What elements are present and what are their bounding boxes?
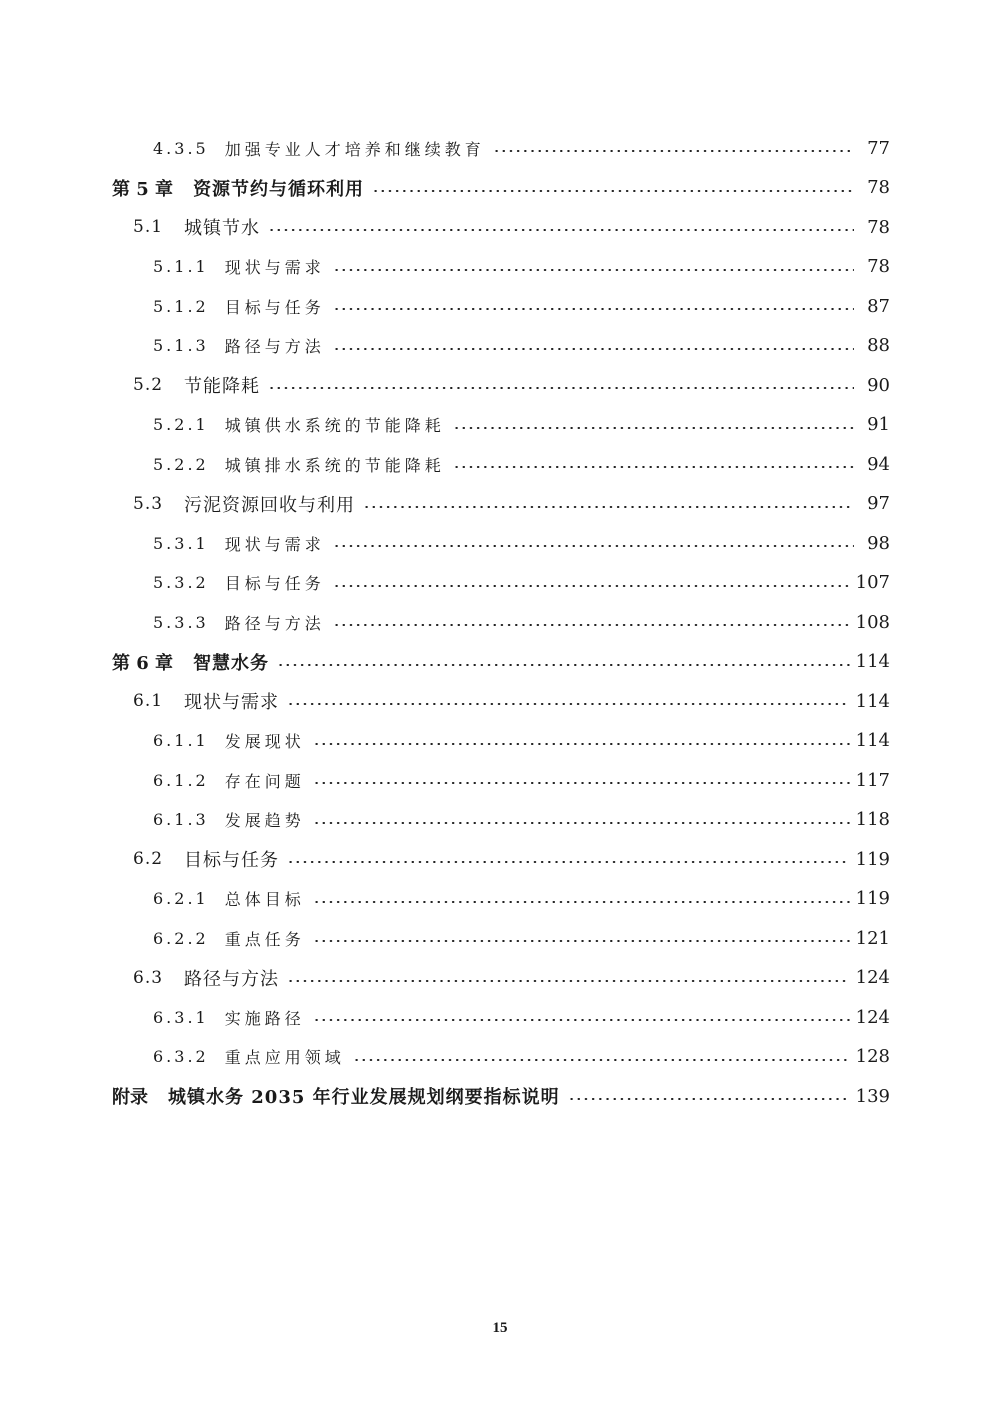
toc-entry-page: 78 <box>867 256 890 277</box>
toc-entry-page: 118 <box>855 809 890 830</box>
toc-entry[interactable] <box>153 607 890 637</box>
toc-entry-page: 87 <box>867 295 890 317</box>
toc-leader-dots <box>313 822 850 824</box>
toc-entry-number: 6.3.1 <box>153 1007 209 1027</box>
toc-entry-number: 6.1.1 <box>153 731 209 750</box>
toc-entry-page: 139 <box>855 1085 890 1107</box>
toc-leader-dots <box>372 190 854 192</box>
toc-entry[interactable] <box>133 370 890 400</box>
toc-entry-number: 5.2.1 <box>153 415 209 434</box>
toc-entry-number: 第 6 章 <box>112 652 174 674</box>
toc-entry-number: 6.1 <box>133 691 164 711</box>
toc-entry-page: 119 <box>855 888 890 909</box>
toc-entry[interactable] <box>133 686 890 716</box>
toc-entry-page: 117 <box>855 769 890 791</box>
toc-leader-dots <box>287 861 850 863</box>
toc-leader-dots <box>287 980 850 982</box>
toc-entry-number: 附录 <box>112 1087 148 1108</box>
toc-entry-page: 88 <box>867 335 890 356</box>
toc-entry-title: 实施路径 <box>224 1008 305 1028</box>
toc-leader-dots <box>268 229 854 231</box>
toc-leader-dots <box>363 506 854 508</box>
toc-entry[interactable] <box>153 765 890 795</box>
toc-entry-title: 重点应用领域 <box>224 1048 345 1067</box>
toc-entry-title: 现状与需求 <box>184 692 280 713</box>
toc-leader-dots <box>568 1098 850 1100</box>
toc-entry-number: 5.2.2 <box>153 454 209 474</box>
toc-entry-title: 城镇水务 2035 年行业发展规划纲要指标说明 <box>168 1087 560 1108</box>
toc-entry-title: 城镇节水 <box>184 218 261 239</box>
toc-leader-dots <box>313 940 850 942</box>
toc-entry-title: 节能降耗 <box>184 376 261 397</box>
toc-entry-page: 108 <box>855 611 890 633</box>
toc-entry-page: 77 <box>867 137 890 159</box>
toc-entry[interactable] <box>153 331 890 361</box>
toc-leader-dots <box>287 703 850 705</box>
toc-entry-title: 污泥资源回收与利用 <box>184 494 356 516</box>
toc-entry-number: 5.1.1 <box>153 257 209 276</box>
toc-entry-number: 5.2 <box>133 375 164 395</box>
toc-leader-dots <box>453 466 854 468</box>
toc-entry-number: 第 5 章 <box>112 178 174 200</box>
toc-entry-number: 5.3.1 <box>153 533 209 553</box>
toc-entry-title: 目标与任务 <box>184 850 280 871</box>
toc-entry-title: 路径与方法 <box>184 968 280 990</box>
toc-entry-title: 路径与方法 <box>224 613 325 633</box>
toc-entry-page: 124 <box>855 1006 890 1028</box>
toc-entry-number: 5.1.3 <box>153 336 209 355</box>
toc-entry-title: 智慧水务 <box>193 652 270 674</box>
toc-entry[interactable] <box>153 1002 890 1032</box>
toc-leader-dots <box>333 624 850 626</box>
toc-leader-dots <box>313 1019 850 1021</box>
toc-entry[interactable] <box>153 923 890 953</box>
toc-entry[interactable] <box>153 1042 890 1072</box>
toc-entry-title: 现状与需求 <box>224 534 325 554</box>
toc-entry-page: 124 <box>855 967 890 988</box>
toc-entry-page: 121 <box>855 927 890 949</box>
toc-entry-page: 98 <box>867 532 890 554</box>
toc-entry-page: 114 <box>855 690 890 712</box>
toc-entry-title: 城镇供水系统的节能降耗 <box>224 416 445 435</box>
toc-entry-title: 重点任务 <box>224 929 305 949</box>
toc-entry[interactable] <box>153 410 890 440</box>
toc-entry[interactable] <box>153 528 890 558</box>
toc-entry[interactable] <box>153 449 890 479</box>
toc-entry-number: 6.1.3 <box>153 810 209 829</box>
toc-leader-dots <box>453 427 854 429</box>
toc-entry[interactable] <box>153 726 890 756</box>
toc-entry-number: 5.3.3 <box>153 612 209 632</box>
toc-entry-title: 城镇排水系统的节能降耗 <box>224 455 445 475</box>
toc-entry-number: 6.3 <box>133 967 164 988</box>
toc-entry-page: 90 <box>867 374 890 396</box>
toc-entry-title: 发展趋势 <box>224 811 305 830</box>
toc-entry[interactable] <box>112 647 890 677</box>
toc-entry[interactable] <box>133 844 890 874</box>
toc-leader-dots <box>313 743 850 745</box>
toc-entry-page: 94 <box>867 453 890 475</box>
toc-entry[interactable] <box>153 291 890 321</box>
toc-entry-title: 加强专业人才培养和继续教育 <box>224 139 485 159</box>
toc-entry-number: 4.3.5 <box>153 138 209 158</box>
toc-leader-dots <box>333 585 850 587</box>
toc-leader-dots <box>313 901 850 903</box>
toc-entry-number: 6.1.2 <box>153 770 209 790</box>
toc-entry[interactable] <box>112 1081 890 1111</box>
toc-entry-title: 路径与方法 <box>224 337 325 356</box>
toc-entry-title: 发展现状 <box>224 732 305 751</box>
toc-leader-dots <box>333 269 854 271</box>
toc-entry[interactable] <box>112 173 890 203</box>
toc-entry-number: 6.2.1 <box>153 889 209 908</box>
toc-entry-number: 5.3.2 <box>153 573 209 592</box>
toc-entry-title: 现状与需求 <box>224 258 325 277</box>
toc-entry-page: 97 <box>867 493 890 514</box>
toc-leader-dots <box>333 348 854 350</box>
toc-entry-number: 6.2 <box>133 849 164 869</box>
toc-entry[interactable] <box>153 884 890 914</box>
toc-entry-title: 目标与任务 <box>224 574 325 593</box>
toc-leader-dots <box>268 387 854 389</box>
toc-entry[interactable] <box>153 252 890 282</box>
toc-entry[interactable] <box>133 212 890 242</box>
toc-leader-dots <box>353 1059 850 1061</box>
toc-entry-number: 5.1 <box>133 217 164 237</box>
toc-entry[interactable] <box>153 805 890 835</box>
toc-entry-number: 6.3.2 <box>153 1047 209 1066</box>
toc-leader-dots <box>333 545 854 547</box>
toc-entry-page: 78 <box>867 177 890 198</box>
toc-entry-title: 资源节约与循环利用 <box>193 178 365 200</box>
toc-entry-page: 119 <box>855 848 890 870</box>
page-number: 15 <box>492 1320 508 1336</box>
toc-entry-page: 91 <box>867 414 890 435</box>
toc-entry-title: 目标与任务 <box>224 297 325 317</box>
toc-entry-number: 5.1.2 <box>153 296 209 316</box>
toc-leader-dots <box>277 664 850 666</box>
toc-entry-page: 107 <box>855 572 890 593</box>
toc-entry-page: 114 <box>855 651 890 672</box>
toc-entry[interactable] <box>133 963 890 993</box>
toc-entry[interactable] <box>153 133 890 163</box>
toc-entry-title: 存在问题 <box>224 771 305 791</box>
toc-leader-dots <box>313 782 850 784</box>
toc-entry-title: 总体目标 <box>224 890 305 909</box>
toc-entry[interactable] <box>153 568 890 598</box>
toc-entry-page: 78 <box>867 216 890 238</box>
toc-entry-number: 5.3 <box>133 493 164 514</box>
toc-entry-page: 128 <box>855 1046 890 1067</box>
toc-entry-number: 6.2.2 <box>153 928 209 948</box>
toc-entry[interactable] <box>133 489 890 519</box>
toc-leader-dots <box>333 308 854 310</box>
toc-entry-page: 114 <box>855 730 890 751</box>
toc-leader-dots <box>493 150 854 152</box>
